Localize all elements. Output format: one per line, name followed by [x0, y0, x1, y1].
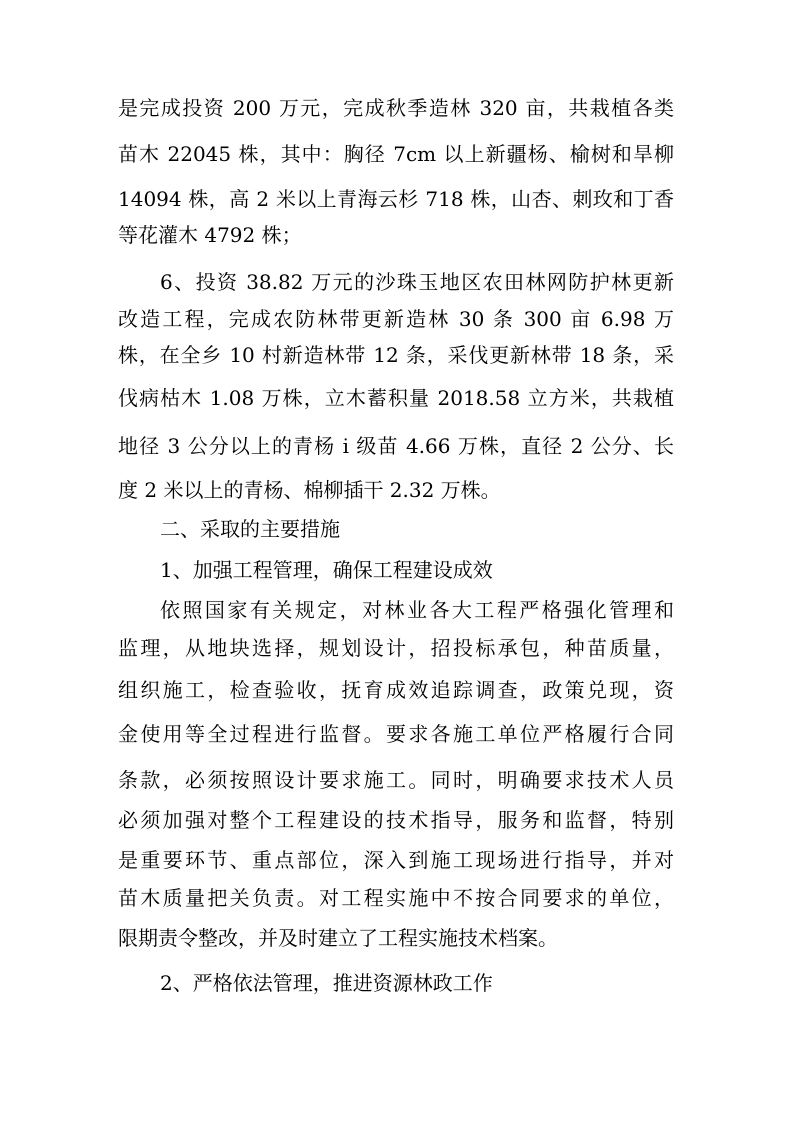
text-line: 6、投资 38.82 万元的沙珠玉地区农田林网防护林更新 [160, 270, 674, 294]
text-line: 条款，必须按照设计要求施工。同时，明确要求技术人员 [118, 768, 674, 792]
subsection-heading: 2、严格依法管理，推进资源林政工作 [160, 971, 493, 995]
text-line: 等花灌木 4792 株； [118, 223, 302, 247]
text-line: 组织施工，检查验收，抚育成效追踪调查，政策兑现，资 [118, 678, 674, 702]
text-line: 必须加强对整个工程建设的技术指导，服务和监督，特别 [118, 808, 674, 832]
text-line: 是完成投资 200 万元，完成秋季造林 320 亩，共栽植各类 [118, 96, 674, 120]
text-line: 度 2 米以上的青杨、棉柳插干 2.32 万株。 [118, 478, 501, 502]
subsection-heading: 1、加强工程管理，确保工程建设成效 [160, 558, 493, 582]
text-line: 依照国家有关规定，对林业各大工程严格强化管理和 [160, 598, 674, 622]
text-line: 苗木 22045 株，其中：胸径 7cm 以上新疆杨、榆树和旱柳 [118, 142, 674, 166]
text-line: 改造工程，完成农防林带更新造林 30 条 300 亩 6.98 万 [118, 307, 674, 331]
text-line: 金使用等全过程进行监督。要求各施工单位严格履行合同 [118, 722, 674, 746]
text-line: 监理，从地块选择，规划设计，招投标承包，种苗质量， [118, 636, 674, 660]
section-heading: 二、采取的主要措施 [160, 517, 340, 541]
text-line: 地径 3 公分以上的青杨 i 级苗 4.66 万株，直径 2 公分、长 [118, 434, 674, 458]
text-line: 14094 株，高 2 米以上青海云杉 718 株，山杏、刺玫和丁香 [118, 187, 674, 211]
text-line: 限期责令整改，并及时建立了工程实施技术档案。 [118, 926, 558, 950]
text-line: 苗木质量把关负责。对工程实施中不按合同要求的单位， [118, 886, 674, 910]
text-line: 株，在全乡 10 村新造林带 12 条，采伐更新林带 18 条，采 [118, 343, 674, 367]
text-line: 是重要环节、重点部位，深入到施工现场进行指导，并对 [118, 848, 674, 872]
text-line: 伐病枯木 1.08 万株，立木蓄积量 2018.58 立方米，共栽植 [118, 386, 674, 410]
